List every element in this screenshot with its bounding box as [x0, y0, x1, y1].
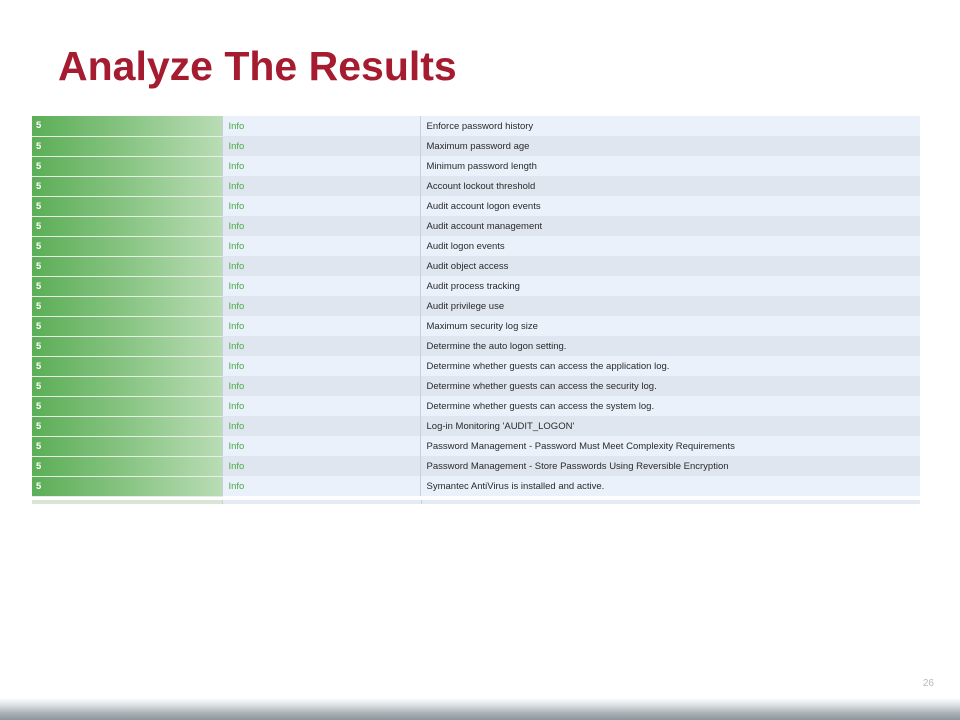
- score-cell: 5: [32, 416, 222, 436]
- footer-band: [0, 698, 960, 720]
- page-number: 26: [922, 678, 934, 689]
- check-name-cell: Symantec AntiVirus is installed and active.: [420, 476, 920, 496]
- severity-cell: Info: [222, 256, 420, 276]
- score-cell: 5: [32, 256, 222, 276]
- score-cell: 5: [32, 476, 222, 496]
- score-cell: 5: [32, 336, 222, 356]
- table-row[interactable]: [32, 456, 920, 476]
- severity-cell: Info: [222, 396, 420, 416]
- severity-cell: Info: [222, 376, 420, 396]
- table-tail-severity: [222, 500, 421, 504]
- check-name-cell: Enforce password history: [420, 116, 920, 136]
- score-cell: 5: [32, 276, 222, 296]
- check-name-cell: Determine the auto logon setting.: [420, 336, 920, 356]
- table-row[interactable]: [32, 256, 920, 276]
- score-cell: 5: [32, 136, 222, 156]
- severity-cell: Info: [222, 336, 420, 356]
- results-table: [32, 116, 920, 497]
- table-tail-score: [32, 500, 222, 504]
- results-table-body: [32, 116, 920, 496]
- check-name-cell: Log-in Monitoring 'AUDIT_LOGON': [420, 416, 920, 436]
- severity-cell: Info: [222, 156, 420, 176]
- severity-cell: Info: [222, 436, 420, 456]
- severity-cell: Info: [222, 116, 420, 136]
- check-name-cell: Account lockout threshold: [420, 176, 920, 196]
- check-name-cell: Determine whether guests can access the system log.: [420, 396, 920, 416]
- table-row[interactable]: [32, 236, 920, 256]
- check-name-cell: Password Management - Password Must Meet Complexity Requirements: [420, 436, 920, 456]
- table-row[interactable]: [32, 196, 920, 216]
- table-row[interactable]: [32, 436, 920, 456]
- check-name-cell: Determine whether guests can access the application log.: [420, 356, 920, 376]
- check-name-cell: Minimum password length: [420, 156, 920, 176]
- check-name-cell: Determine whether guests can access the security log.: [420, 376, 920, 396]
- severity-cell: Info: [222, 236, 420, 256]
- check-name-cell: Audit account logon events: [420, 196, 920, 216]
- score-cell: 5: [32, 376, 222, 396]
- check-name-cell: Audit logon events: [420, 236, 920, 256]
- table-row[interactable]: [32, 156, 920, 176]
- table-row[interactable]: [32, 216, 920, 236]
- slide-title: Analyze The Results: [58, 43, 457, 89]
- score-cell: 5: [32, 196, 222, 216]
- table-row[interactable]: [32, 416, 920, 436]
- score-cell: 5: [32, 176, 222, 196]
- severity-cell: Info: [222, 296, 420, 316]
- table-row[interactable]: [32, 276, 920, 296]
- table-tail: [32, 500, 920, 504]
- table-row[interactable]: [32, 356, 920, 376]
- severity-cell: Info: [222, 316, 420, 336]
- score-cell: 5: [32, 116, 222, 136]
- table-row[interactable]: [32, 176, 920, 196]
- score-cell: 5: [32, 356, 222, 376]
- check-name-cell: Audit process tracking: [420, 276, 920, 296]
- severity-cell: Info: [222, 136, 420, 156]
- table-row[interactable]: [32, 336, 920, 356]
- check-name-cell: Audit account management: [420, 216, 920, 236]
- score-cell: 5: [32, 396, 222, 416]
- table-tail-name: [421, 500, 920, 504]
- check-name-cell: Audit object access: [420, 256, 920, 276]
- severity-cell: Info: [222, 476, 420, 496]
- check-name-cell: Password Management - Store Passwords Using Reversible Encryption: [420, 456, 920, 476]
- check-name-cell: Maximum password age: [420, 136, 920, 156]
- table-row[interactable]: [32, 396, 920, 416]
- score-cell: 5: [32, 236, 222, 256]
- table-row[interactable]: [32, 476, 920, 496]
- table-row[interactable]: [32, 316, 920, 336]
- score-cell: 5: [32, 296, 222, 316]
- score-cell: 5: [32, 436, 222, 456]
- severity-cell: Info: [222, 176, 420, 196]
- check-name-cell: Audit privilege use: [420, 296, 920, 316]
- severity-cell: Info: [222, 456, 420, 476]
- score-cell: 5: [32, 456, 222, 476]
- severity-cell: Info: [222, 276, 420, 296]
- table-row[interactable]: [32, 136, 920, 156]
- severity-cell: Info: [222, 356, 420, 376]
- severity-cell: Info: [222, 196, 420, 216]
- check-name-cell: Maximum security log size: [420, 316, 920, 336]
- table-row[interactable]: [32, 296, 920, 316]
- table-row[interactable]: [32, 376, 920, 396]
- score-cell: 5: [32, 156, 222, 176]
- severity-cell: Info: [222, 416, 420, 436]
- severity-cell: Info: [222, 216, 420, 236]
- table-row[interactable]: [32, 116, 920, 136]
- score-cell: 5: [32, 316, 222, 336]
- score-cell: 5: [32, 216, 222, 236]
